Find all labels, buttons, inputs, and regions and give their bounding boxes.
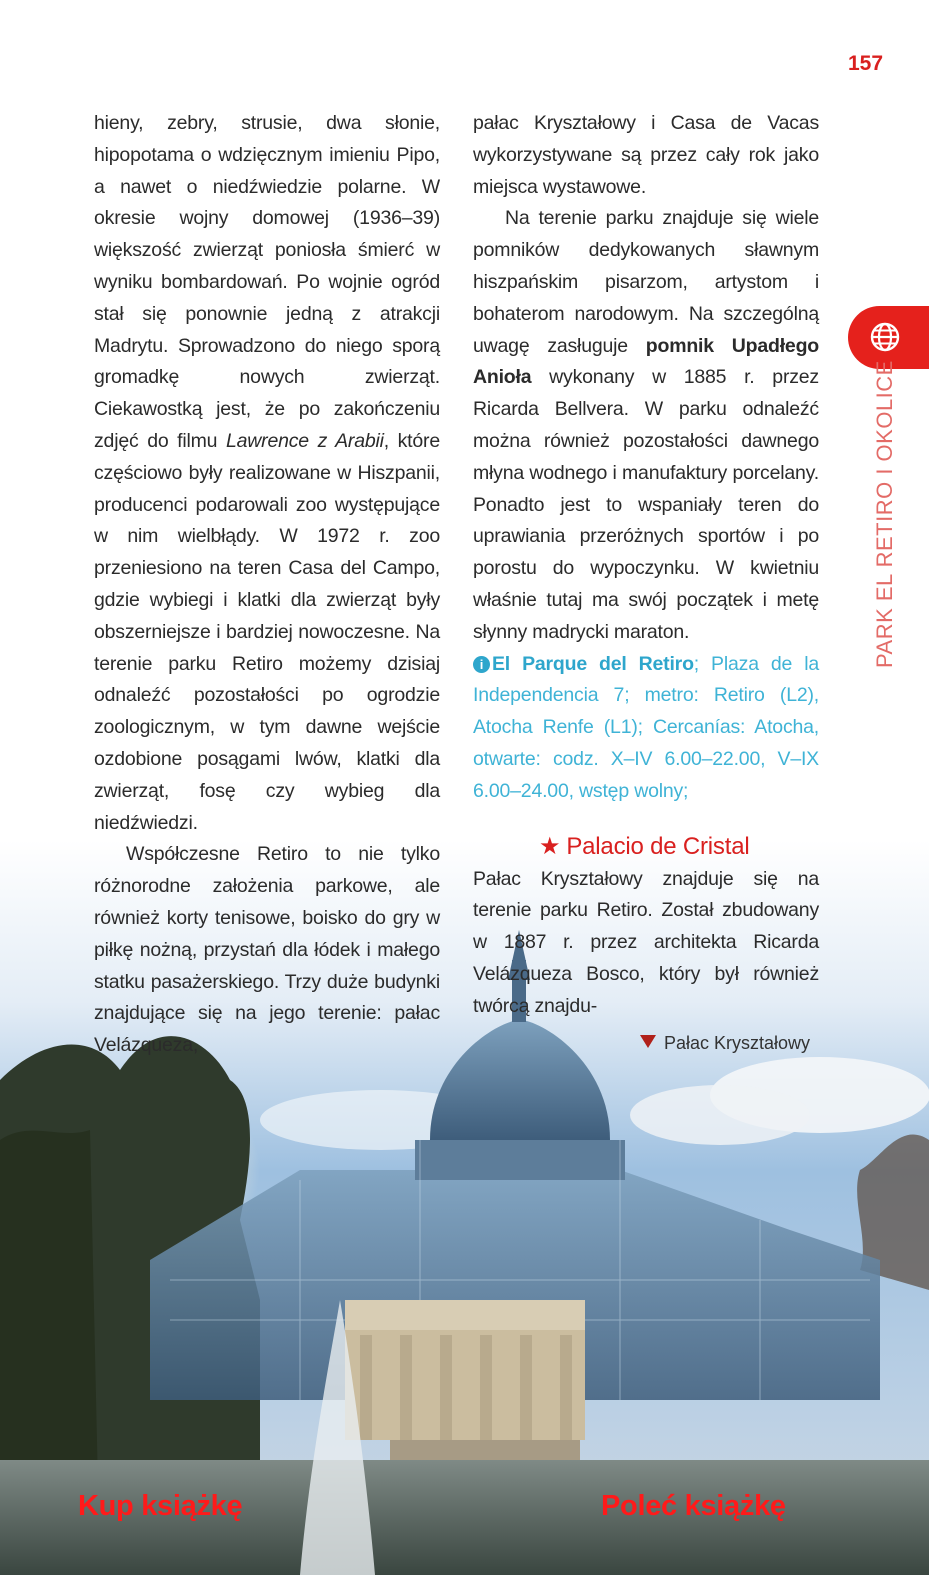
star-icon: ★ xyxy=(539,832,561,860)
right-column xyxy=(473,108,819,1023)
paragraph-text: , które częściowo były realizowane w Hiszpanii, producenci podarowali zoo występujące w nim wielbłądy. W 1972 r. zoo przeniesiono na teren Casa del Campo, gdzie wybiegi i klatki dla zwierząt były obszerniejsze i bardziej nowoczesne. Na terenie parku Retiro możemy dzisiaj odnaleźć pozostałości po ogrodzie zoologicznym, w tym dawne wejście ozdobione posągami lwów, klatki dla zwierząt, fosę czy wybieg dla niedźwiedzi. xyxy=(94,429,440,834)
left-column xyxy=(94,108,440,1062)
paragraph xyxy=(473,203,819,648)
paragraph: Współczesne Retiro to nie tylko różnorodne założenia parkowe, ale również korty tenisowe, boisko do gry w piłkę nożną, przystań dla łódek i małego statku pasażerskiego. Trzy duże budynki znajdujące się na jego terenie: pałac Velázqueza, xyxy=(94,843,440,1057)
paragraph-text: Na terenie parku znajduje się wiele pomników dedykowanych sławnym hiszpańskim pisarzom, artystom i bohaterom narodowym. Na szczególną uwagę zasługuje xyxy=(473,207,819,357)
monument-name: pomnik Upadłego Anioła xyxy=(473,334,819,389)
photo-caption xyxy=(640,1033,810,1054)
paragraph-text: wykonany w 1885 r. przez Ricarda Bellvera. W parku odnaleźć można również pozostałości dawnego młyna wodnego i manufaktury porcelany. Ponadto jest to wspaniały teren do uprawiania przeróżnych sportów i po porostu do wypoczynku. W kwietniu właśnie tutaj ma swój początek i metę słynny madrycki maraton. xyxy=(473,366,819,643)
globe-icon xyxy=(870,322,900,352)
buy-book-button[interactable]: Kup książkę xyxy=(78,1490,243,1522)
section-heading xyxy=(473,830,819,864)
photo-caption-text: Pałac Kryształowy xyxy=(664,1033,811,1053)
info-icon: i xyxy=(473,656,490,673)
info-place-name: El Parque del Retiro xyxy=(492,652,694,675)
film-title: Lawrence z Arabii xyxy=(225,429,384,452)
paragraph-text: hieny, zebry, strusie, dwa słonie, hipopotama o wdzięcznym imieniu Pipo, a nawet o niedźwiedzie polarne. W okresie wojny domowej (1936–39) większość zwierząt poniosła śmierć w wyniku bombardowań. Po wojnie ogród stał się ponownie jedną z atrakcji Madrytu. Sprowadzono do niego sporą gromadkę nowych zwierząt. Ciekawostką jest, że po zakończeniu zdjęć do filmu xyxy=(94,112,440,452)
section-heading-text: Palacio de Cristal xyxy=(566,832,750,860)
chapter-label: PARK EL RETIRO I OKOLICE xyxy=(872,360,897,668)
page-number: 157 xyxy=(848,52,884,75)
caption-arrow-icon xyxy=(640,1035,656,1048)
info-details: ; Plaza de la Independencia 7; metro: Retiro (L2), Atocha Renfe (L1); Cercanías: Atocha, otwarte: codz. X–IV 6.00–22.00, V–IX 6.00–24.00, wstęp wolny; xyxy=(473,652,819,802)
paragraph: pałac Kryształowy i Casa de Vacas wykorzystywane są przez cały rok jako miejsca wystawowe. xyxy=(473,112,819,198)
paragraph: Pałac Kryształowy znajduje się na terenie parku Retiro. Został zbudowany w 1887 r. przez architekta Ricarda Velázqueza Bosco, który był również twórcą znajdu- xyxy=(473,867,819,1017)
recommend-book-button[interactable]: Poleć książkę xyxy=(601,1490,786,1522)
info-box xyxy=(473,649,819,808)
paragraph xyxy=(94,108,440,839)
